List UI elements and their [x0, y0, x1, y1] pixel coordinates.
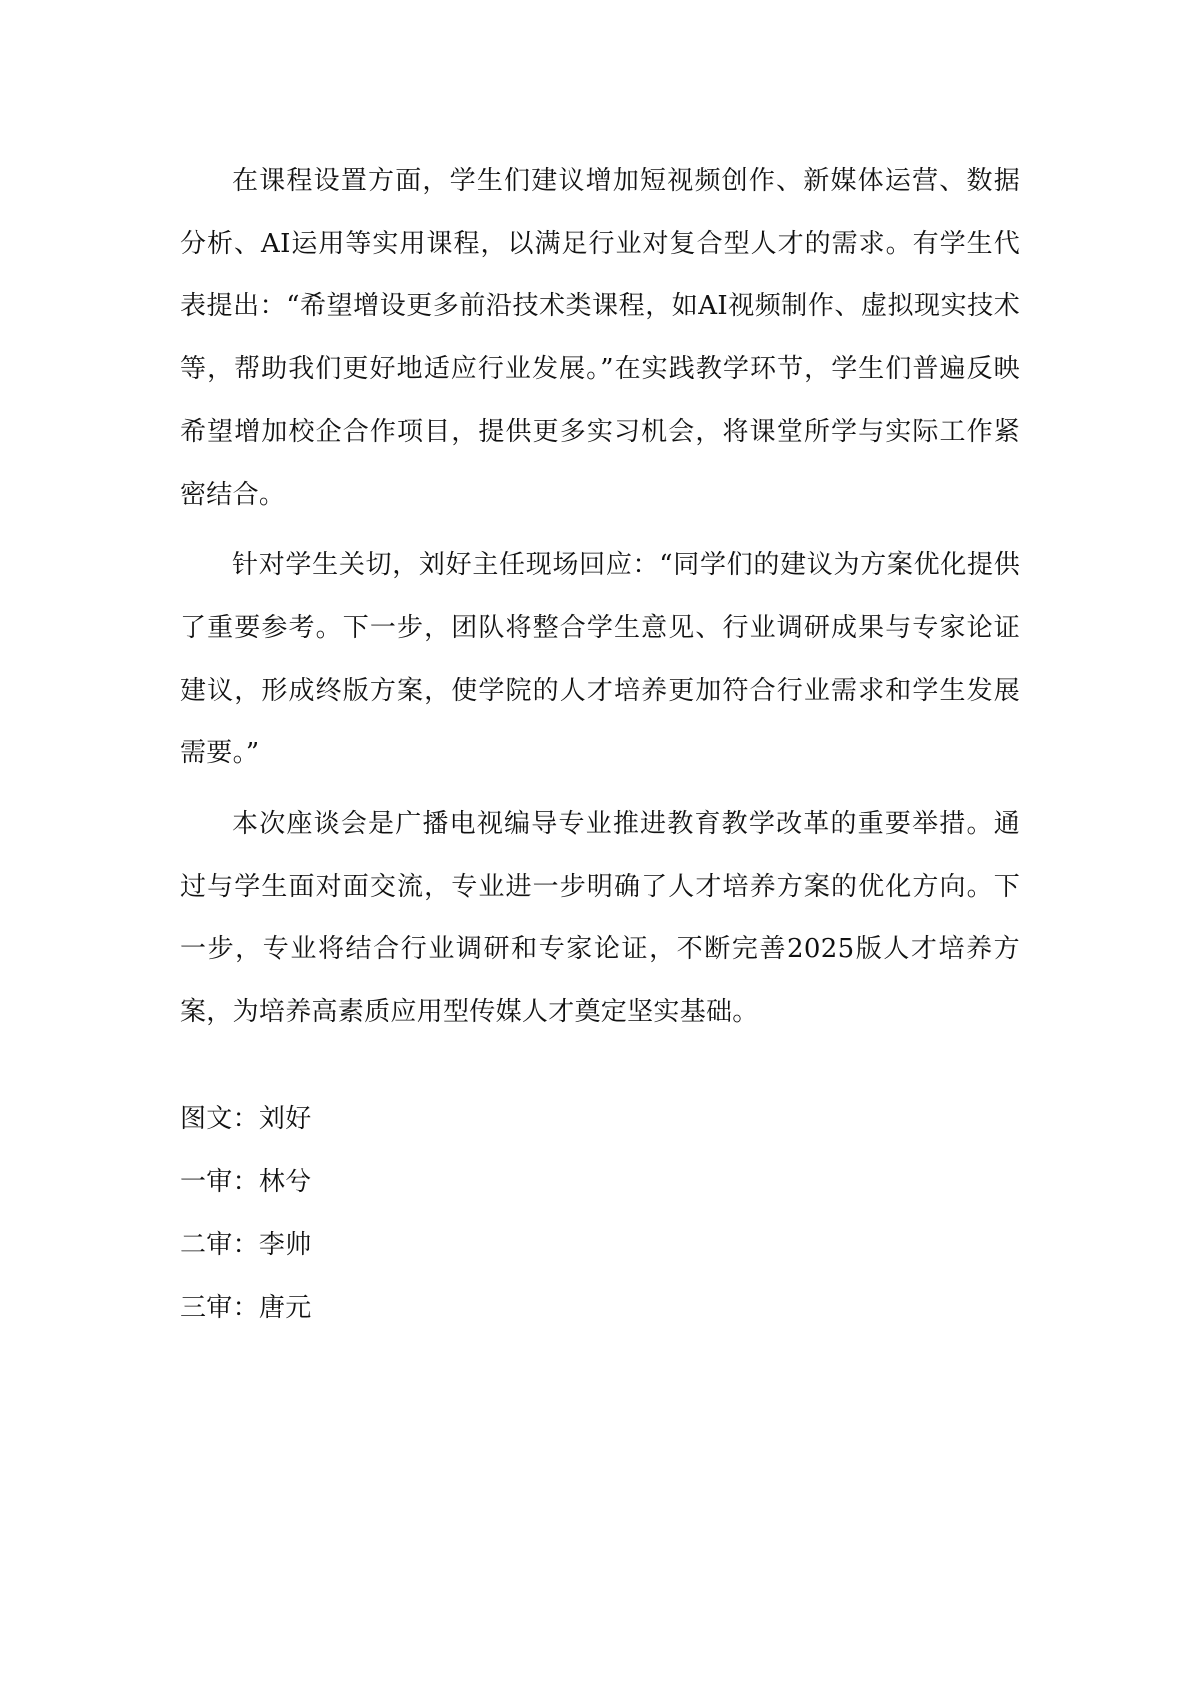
paragraph-conclusion: 本次座谈会是广播电视编导专业推进教育教学改革的重要举措。通过与学生面对面交流，专业进一步明确了人才培养方案的优化方向。下一步，专业将结合行业调研和专家论证，不断完善2025版人才培养方案，为培养高素质应用型传媒人才奠定坚实基础。	[180, 809, 1020, 1028]
paragraph-curriculum: 在课程设置方面，学生们建议增加短视频创作、新媒体运营、数据分析、AI运用等实用课程，以满足行业对复合型人才的需求。有学生代表提出：“希望增设更多前沿技术类课程，如AI视频制作、虚拟现实技术等，帮助我们更好地适应行业发展。”在实践教学环节，学生们普遍反映希望增加校企合作项目，提供更多实习机会，将课堂所学与实际工作紧密结合。	[180, 166, 1020, 510]
credits-block	[180, 1088, 680, 1340]
credit-second-review: 二审：李帅	[180, 1230, 312, 1260]
paragraph-director-response: 针对学生关切，刘好主任现场回应：“同学们的建议为方案优化提供了重要参考。下一步，团队将整合学生意见、行业调研成果与专家论证建议，形成终版方案，使学院的人才培养更加符合行业需求和学生发展需要。”	[180, 550, 1020, 769]
credit-text-photo: 图文：刘好	[180, 1104, 312, 1134]
credit-third-review: 三审：唐元	[180, 1293, 312, 1323]
article-body	[180, 150, 1020, 1044]
credit-first-review: 一审：林兮	[180, 1167, 312, 1197]
